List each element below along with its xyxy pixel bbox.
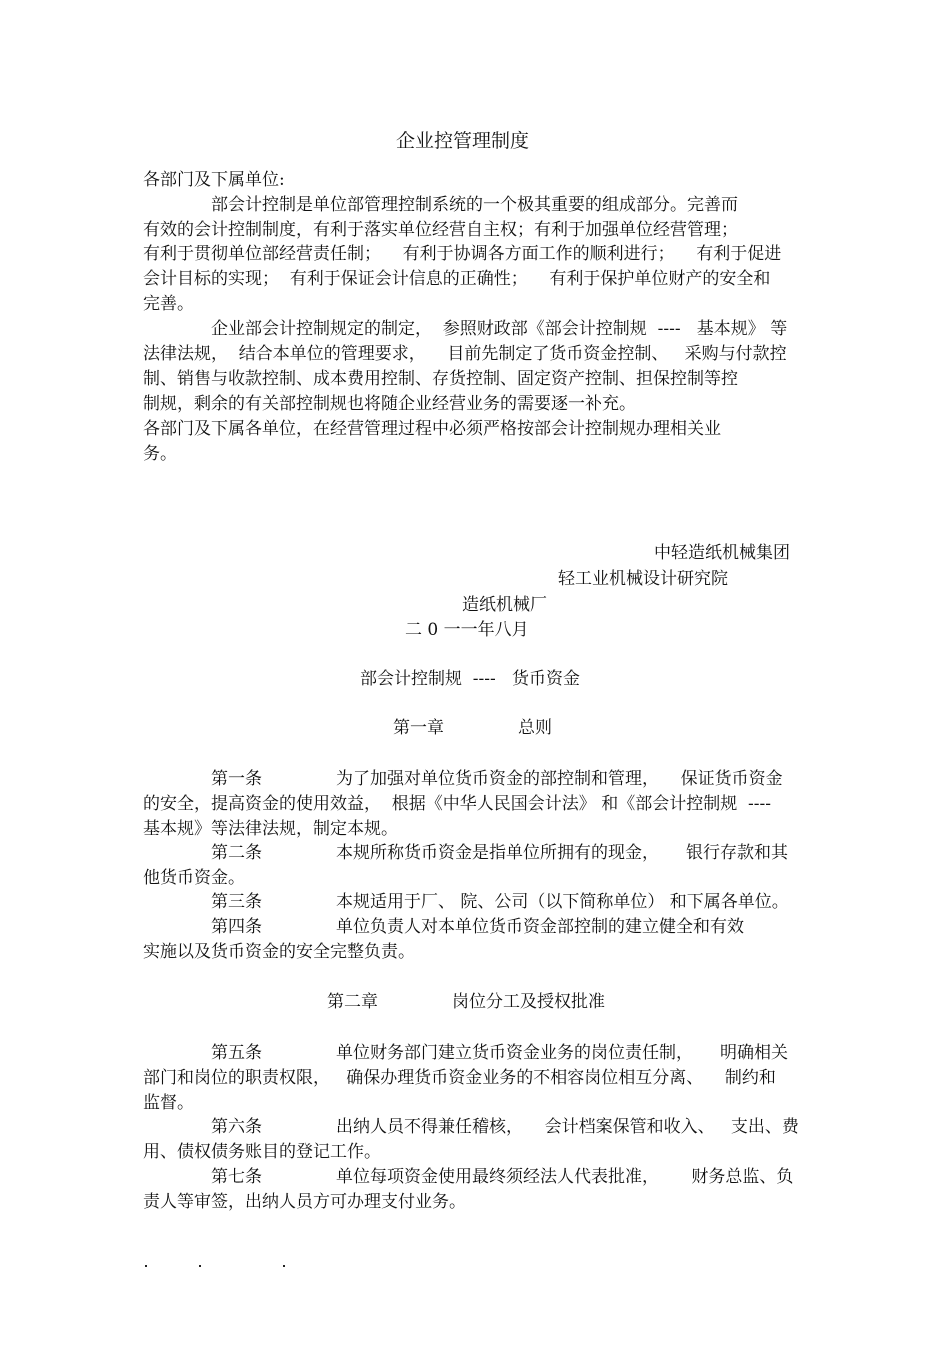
article-line: 他货币资金。: [143, 868, 245, 888]
article-number: 第四条: [211, 917, 262, 937]
article-line: 单位财务部门建立货币资金业务的岗位责任制， 明确相关: [336, 1043, 789, 1063]
footer-dot: [283, 1265, 285, 1267]
para2-line: 务。: [143, 444, 177, 464]
chapter1-number: 第一章: [393, 718, 444, 738]
para2-line: 制规，剩余的有关部控制规也将随企业经营业务的需要逐一补充。: [143, 394, 636, 414]
article-number: 第三条: [211, 892, 262, 912]
signature-org3: 造纸机械厂: [462, 595, 547, 615]
chapter1-name: 总则: [518, 718, 552, 738]
article-line: 责人等审签，出纳人员方可办理支付业务。: [143, 1192, 466, 1212]
article-line: 本规适用于厂、 院、公司（以下简称单位） 和下属各单位。: [336, 892, 789, 912]
article-line: 为了加强对单位货币资金的部控制和管理， 保证货币资金: [336, 769, 783, 789]
section-title: 部会计控制规 ---- 货币资金: [360, 669, 580, 689]
article-number: 第六条: [211, 1117, 262, 1137]
para2-line: 企业部会计控制规定的制定， 参照财政部《部会计控制规 ---- 基本规》 等: [211, 319, 788, 339]
para2-line: 法律法规， 结合本单位的管理要求， 目前先制定了货币资金控制、 采购与付款控: [143, 344, 787, 364]
article-line: 单位负责人对本单位货币资金部控制的建立健全和有效: [336, 917, 744, 937]
article-number: 第一条: [211, 769, 262, 789]
signature-org1: 中轻造纸机械集团: [654, 543, 790, 563]
signature-date: 二 0 一一年八月: [405, 620, 529, 640]
article-line: 出纳人员不得兼任稽核， 会计档案保管和收入、 支出、费: [336, 1117, 799, 1137]
para2-line: 各部门及下属各单位，在经营管理过程中必须严格按部会计控制规办理相关业: [143, 419, 721, 439]
article-line: 基本规》等法律法规，制定本规。: [143, 819, 398, 839]
footer-dot: [199, 1265, 201, 1267]
chapter2-number: 第二章: [327, 992, 378, 1012]
signature-org2: 轻工业机械设计研究院: [558, 569, 728, 589]
article-number: 第二条: [211, 843, 262, 863]
footer-dot: [145, 1265, 147, 1267]
para1-line: 部会计控制是单位部管理控制系统的一个极其重要的组成部分。完善而: [211, 195, 738, 215]
chapter2-name: 岗位分工及授权批准: [452, 992, 605, 1012]
article-line: 单位每项资金使用最终须经法人代表批准， 财务总监、负: [336, 1167, 794, 1187]
article-line: 实施以及货币资金的安全完整负责。: [143, 942, 415, 962]
article-line: 用、债权债务账目的登记工作。: [143, 1142, 381, 1162]
article-line: 的安全，提高资金的使用效益， 根据《中华人民国会计法》 和《部会计控制规 ----: [143, 794, 771, 814]
para1-line: 会计目标的实现； 有利于保证会计信息的正确性； 有利于保护单位财产的安全和: [143, 269, 771, 289]
para2-line: 制、销售与收款控制、成本费用控制、存货控制、固定资产控制、担保控制等控: [143, 369, 738, 389]
para1-line: 有利于贯彻单位部经营责任制； 有利于协调各方面工作的顺利进行； 有利于促进: [143, 244, 782, 264]
document-title: 企业控管理制度: [396, 130, 530, 152]
article-line: 本规所称货币资金是指单位所拥有的现金， 银行存款和其: [336, 843, 789, 863]
article-line: 监督。: [143, 1093, 194, 1113]
article-line: 部门和岗位的职责权限， 确保办理货币资金业务的不相容岗位相互分离、 制约和: [143, 1068, 776, 1088]
article-number: 第五条: [211, 1043, 262, 1063]
para1-line: 完善。: [143, 294, 194, 314]
addressee: 各部门及下属单位:: [143, 170, 285, 190]
para1-line: 有效的会计控制制度，有利于落实单位经营自主权；有利于加强单位经营管理；: [143, 220, 738, 240]
article-number: 第七条: [211, 1167, 262, 1187]
